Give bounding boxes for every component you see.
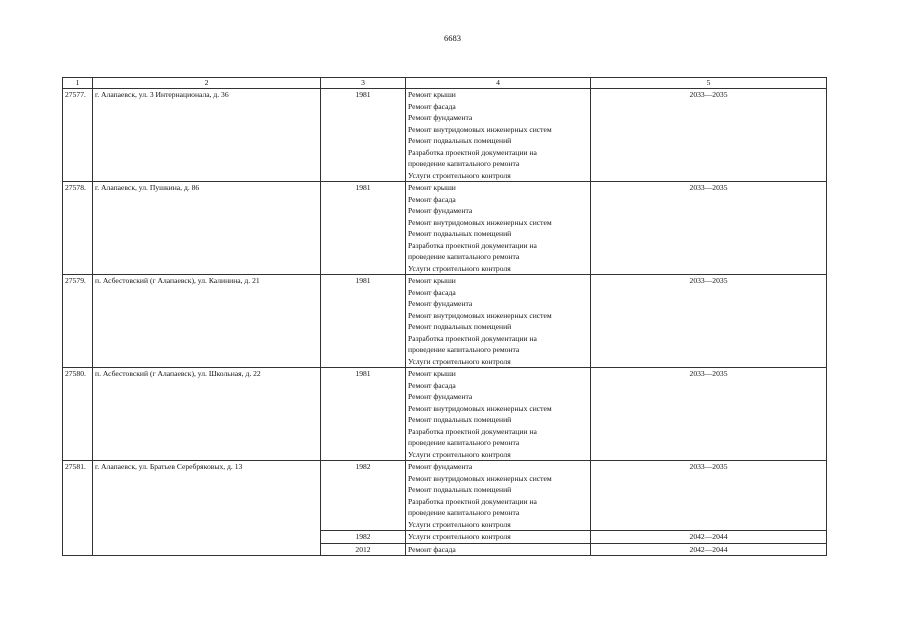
row-number: 27580. bbox=[63, 368, 93, 461]
work-item: проведение капитального ремонта bbox=[408, 252, 520, 261]
work-item: Ремонт фасада bbox=[408, 380, 456, 390]
work-item: Ремонт фасада bbox=[408, 544, 456, 554]
year-cell: 2012 bbox=[321, 543, 406, 556]
work-item: Разработка проектной документации на bbox=[408, 426, 537, 436]
work-item: Услуги строительного контроля bbox=[408, 532, 511, 541]
period-cell: 2033—2035 bbox=[591, 275, 827, 368]
address-cell: г. Алапаевск, ул. Пушкина, д. 86 bbox=[93, 182, 321, 275]
work-item: Услуги строительного контроля bbox=[408, 449, 511, 459]
work-item: Ремонт подвальных помещений bbox=[408, 485, 512, 494]
address-cell: п. Асбестовский (г Алапаевск), ул. Школьная, д. 22 bbox=[93, 368, 321, 461]
table-row bbox=[63, 182, 827, 275]
year-cell: 1982 bbox=[321, 461, 406, 531]
period-cell: 2042—2044 bbox=[591, 543, 827, 556]
work-item: Ремонт крыши bbox=[408, 183, 456, 192]
row-number: 27579. bbox=[63, 275, 93, 368]
work-item: Разработка проектной документации на bbox=[408, 333, 537, 343]
period-cell: 2033—2035 bbox=[591, 182, 827, 275]
col-header-1: 1 bbox=[63, 78, 93, 89]
work-item: Ремонт крыши bbox=[408, 276, 456, 285]
work-item: Ремонт внутридомовых инженерных систем bbox=[408, 403, 552, 413]
work-item: Разработка проектной документации на bbox=[408, 147, 537, 157]
work-item: Услуги строительного контроля bbox=[408, 170, 511, 180]
col-header-5: 5 bbox=[591, 78, 827, 89]
work-item: Ремонт внутридомовых инженерных систем bbox=[408, 217, 552, 227]
works-cell bbox=[406, 368, 591, 461]
work-item: Ремонт крыши bbox=[408, 90, 456, 99]
work-item: Ремонт фундамента bbox=[408, 462, 473, 471]
year-cell: 1981 bbox=[321, 368, 406, 461]
row-number: 27578. bbox=[63, 182, 93, 275]
address-cell: г. Алапаевск, ул. 3 Интернационала, д. 36 bbox=[93, 89, 321, 182]
work-item: проведение капитального ремонта bbox=[408, 159, 520, 168]
works-cell bbox=[406, 275, 591, 368]
period-cell: 2033—2035 bbox=[591, 461, 827, 531]
works-cell bbox=[406, 461, 591, 531]
work-item: Услуги строительного контроля bbox=[408, 356, 511, 366]
works-cell bbox=[406, 543, 591, 556]
year-cell: 1981 bbox=[321, 89, 406, 182]
col-header-3: 3 bbox=[321, 78, 406, 89]
works-cell bbox=[406, 531, 591, 544]
work-item: Разработка проектной документации на bbox=[408, 496, 537, 506]
address-cell: п. Асбестовский (г Алапаевск), ул. Калинина, д. 21 bbox=[93, 275, 321, 368]
work-item: Ремонт фасада bbox=[408, 287, 456, 297]
header-row bbox=[63, 78, 827, 89]
work-item: Ремонт фасада bbox=[408, 194, 456, 204]
period-cell: 2042—2044 bbox=[591, 531, 827, 544]
period-cell: 2033—2035 bbox=[591, 368, 827, 461]
work-item: Ремонт подвальных помещений bbox=[408, 415, 512, 424]
work-item: проведение капитального ремонта bbox=[408, 508, 520, 517]
work-item: Ремонт подвальных помещений bbox=[408, 322, 512, 331]
year-cell: 1981 bbox=[321, 275, 406, 368]
row-number: 27581. bbox=[63, 461, 93, 556]
year-cell: 1982 bbox=[321, 531, 406, 544]
work-item: Ремонт подвальных помещений bbox=[408, 229, 512, 238]
col-header-4: 4 bbox=[406, 78, 591, 89]
work-item: Разработка проектной документации на bbox=[408, 240, 537, 250]
work-item: проведение капитального ремонта bbox=[408, 345, 520, 354]
works-cell bbox=[406, 182, 591, 275]
page-number: 6683 bbox=[444, 33, 461, 43]
repair-schedule-table bbox=[62, 77, 827, 556]
row-number: 27577. bbox=[63, 89, 93, 182]
work-item: Услуги строительного контроля bbox=[408, 519, 511, 529]
address-cell: г. Алапаевск, ул. Братьев Серебряковых, д. 13 bbox=[93, 461, 321, 556]
table-row bbox=[63, 275, 827, 368]
year-cell: 1981 bbox=[321, 182, 406, 275]
work-item: Ремонт фундамента bbox=[408, 206, 473, 215]
work-item: Ремонт подвальных помещений bbox=[408, 136, 512, 145]
work-item: Ремонт внутридомовых инженерных систем bbox=[408, 124, 552, 134]
work-item: Ремонт фундамента bbox=[408, 299, 473, 308]
period-cell: 2033—2035 bbox=[591, 89, 827, 182]
work-item: Ремонт внутридомовых инженерных систем bbox=[408, 473, 552, 483]
col-header-2: 2 bbox=[93, 78, 321, 89]
table-row bbox=[63, 89, 827, 182]
work-item: Ремонт внутридомовых инженерных систем bbox=[408, 310, 552, 320]
work-item: Ремонт фасада bbox=[408, 101, 456, 111]
work-item: Услуги строительного контроля bbox=[408, 263, 511, 273]
table-row bbox=[63, 461, 827, 531]
work-item: Ремонт фундамента bbox=[408, 392, 473, 401]
works-cell bbox=[406, 89, 591, 182]
work-item: проведение капитального ремонта bbox=[408, 438, 520, 447]
table-row bbox=[63, 368, 827, 461]
work-item: Ремонт крыши bbox=[408, 369, 456, 378]
work-item: Ремонт фундамента bbox=[408, 113, 473, 122]
